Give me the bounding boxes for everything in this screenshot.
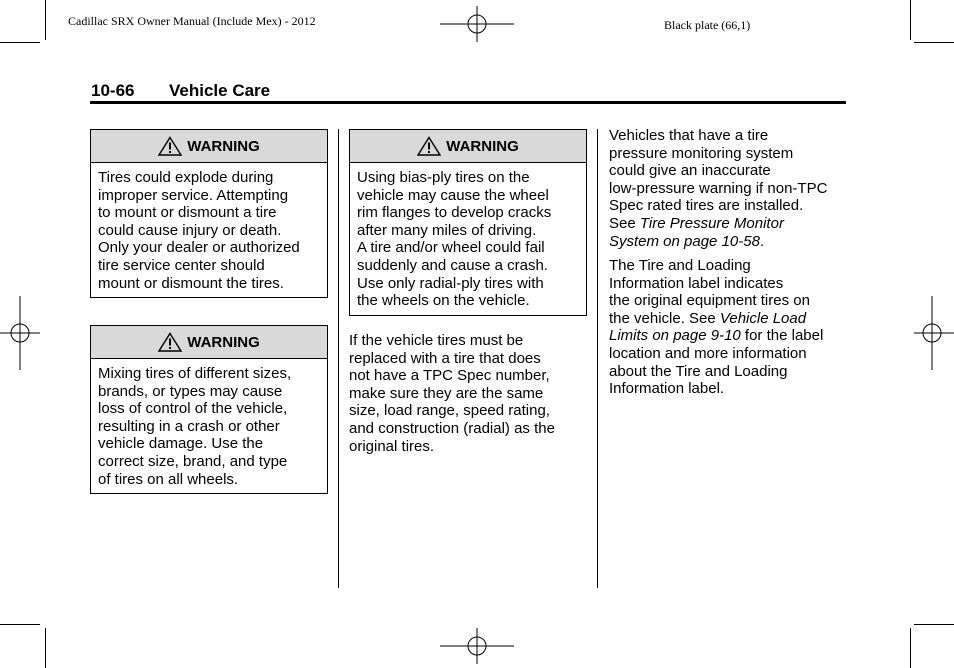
warning-body	[350, 163, 586, 316]
warning-header	[91, 326, 327, 359]
registration-mark-icon	[914, 296, 954, 370]
paragraph-line	[609, 233, 854, 251]
warning-text-line: Using bias-ply tires on the	[357, 169, 530, 186]
paragraph-line: size, load range, speed rating,	[349, 402, 550, 420]
warning-text-line: tire service center should	[98, 256, 265, 274]
warning-text-line: suddenly and cause a crash.	[357, 256, 548, 274]
paragraph-line: original tires.	[349, 437, 435, 455]
paragraph-line: about the Tire and Loading	[609, 362, 788, 380]
warning-text-line: to mount or dismount a tire	[98, 204, 277, 222]
paragraph-line	[609, 327, 854, 345]
warning-box	[90, 325, 328, 494]
registration-mark-icon	[440, 6, 514, 42]
crop-mark	[914, 624, 954, 625]
crop-mark	[0, 624, 40, 625]
warning-text-line: resulting in a crash or other	[98, 417, 280, 435]
paragraph-line: If the vehicle tires must be	[349, 332, 524, 349]
warning-triangle-icon	[417, 136, 441, 156]
warning-text-line: could cause injury or death.	[98, 221, 282, 239]
paragraph-line: replaced with a tire that does	[349, 349, 541, 367]
warning-header	[91, 130, 327, 163]
cross-reference-link[interactable]: Limits on page 9-10	[609, 327, 741, 345]
warning-text-line: vehicle may cause the wheel	[357, 186, 549, 204]
paragraph-text: for the label	[740, 327, 824, 345]
warning-text-line: Mixing tires of different sizes,	[98, 365, 292, 382]
paragraph-line	[609, 215, 854, 233]
paragraph-line: low-pressure warning if non-TPC	[609, 179, 828, 197]
warning-title: WARNING	[446, 137, 519, 155]
warning-text-line: Use only radial-ply tires with	[357, 274, 544, 292]
warning-title: WARNING	[187, 137, 260, 155]
warning-text-line: rim flanges to develop cracks	[357, 204, 552, 222]
warning-triangle-icon	[158, 136, 182, 156]
paragraph-line: Spec rated tires are installed.	[609, 197, 804, 215]
warning-text-line: Tires could explode during	[98, 169, 274, 186]
paragraph-line: not have a TPC Spec number,	[349, 367, 550, 385]
section-title: Vehicle Care	[169, 81, 271, 100]
paragraph-text: .	[759, 232, 765, 250]
page-number: 10-66	[91, 81, 135, 100]
paragraph-line: The Tire and Loading	[609, 257, 751, 274]
paragraph-line: Information label indicates	[609, 274, 784, 292]
paragraph-text: See	[609, 214, 640, 232]
print-header-right: Black plate (66,1)	[664, 18, 751, 32]
warning-text-line: the wheels on the vehicle.	[357, 292, 530, 310]
paragraph-line: Information label.	[609, 380, 725, 398]
crop-mark	[910, 628, 911, 668]
warning-text-line: vehicle damage. Use the	[98, 435, 264, 453]
column-divider	[597, 129, 598, 588]
cross-reference-link[interactable]: System on page 10-58	[609, 232, 760, 250]
warning-body	[91, 163, 327, 298]
crop-mark	[45, 0, 46, 40]
paragraph-line	[609, 310, 854, 328]
paragraph-line: and construction (radial) as the	[349, 419, 555, 437]
print-header-left: Cadillac SRX Owner Manual (Include Mex) - 2012	[68, 14, 316, 28]
paragraph-text: the vehicle. See	[609, 309, 720, 327]
warning-text-line: improper service. Attempting	[98, 186, 289, 204]
warning-text-line: mount or dismount the tires.	[98, 274, 284, 292]
warning-title: WARNING	[187, 333, 260, 351]
paragraph-line: pressure monitoring system	[609, 144, 794, 162]
warning-text-line: of tires on all wheels.	[98, 470, 239, 488]
warning-box	[90, 129, 328, 298]
body-paragraph	[609, 127, 854, 250]
warning-header	[350, 130, 586, 163]
cross-reference-link[interactable]: Vehicle Load	[719, 309, 807, 327]
registration-mark-icon	[0, 296, 40, 370]
crop-mark	[0, 42, 40, 43]
crop-mark	[45, 628, 46, 668]
warning-body	[91, 359, 327, 494]
warning-text-line: after many miles of driving.	[357, 221, 537, 239]
header-rule	[90, 101, 846, 104]
cross-reference-link[interactable]: Tire Pressure Monitor	[639, 214, 784, 232]
warning-box	[349, 129, 587, 316]
column-divider	[338, 129, 339, 588]
paragraph-line: make sure they are the same	[349, 384, 544, 402]
crop-mark	[914, 42, 954, 43]
registration-mark-icon	[440, 628, 514, 664]
warning-text-line: correct size, brand, and type	[98, 452, 288, 470]
paragraph-line: the original equipment tires on	[609, 292, 810, 310]
crop-mark	[910, 0, 911, 40]
warning-text-line: brands, or types may cause	[98, 382, 283, 400]
warning-text-line: Only your dealer or authorized	[98, 239, 300, 257]
body-paragraph	[609, 257, 854, 398]
paragraph-line: Vehicles that have a tire	[609, 127, 769, 144]
body-paragraph	[349, 332, 589, 455]
warning-text-line: A tire and/or wheel could fail	[357, 239, 545, 257]
paragraph-line: location and more information	[609, 344, 807, 362]
paragraph-line: could give an inaccurate	[609, 162, 771, 180]
warning-text-line: loss of control of the vehicle,	[98, 400, 288, 418]
warning-triangle-icon	[158, 332, 182, 352]
